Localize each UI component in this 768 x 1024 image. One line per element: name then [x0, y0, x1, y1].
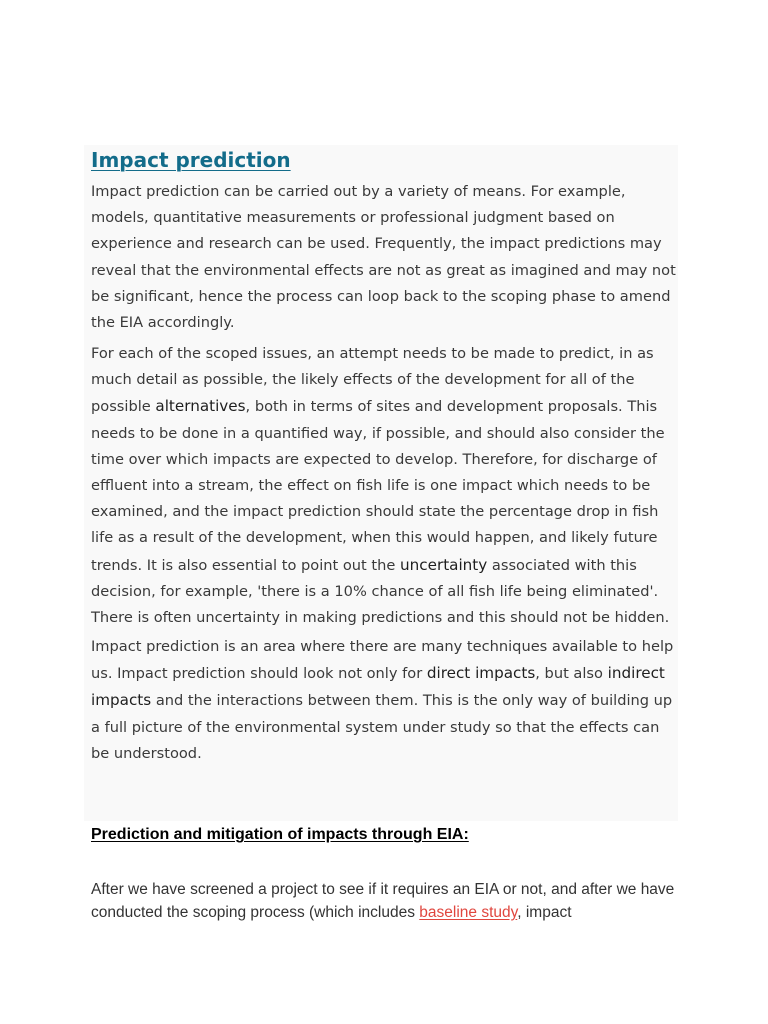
- paragraph-text: , but also: [535, 665, 608, 683]
- keyword-indirect-impacts: indirect impacts: [91, 664, 665, 710]
- keyword-direct-impacts: direct impacts: [426, 664, 536, 683]
- subsection-paragraph: [91, 878, 691, 924]
- paragraph-text: associated with this decision, for example, 'there is a 10% chance of all fish life being eliminated'. There is often uncertainty in making predictions and this should not be hidden.: [91, 556, 670, 627]
- paragraph-text: After we have screened a project to see if it requires an EIA or not, and after we have conducted the scoping process (which includes: [91, 881, 675, 921]
- paragraph-intro: Impact prediction can be carried out by a variety of means. For example, models, quantitative measurements or professional judgment based on experience and research can be used. Frequently, the impact predictions may reveal that the environmental effects are not as great as imagined and may not be significant, hence the process can loop back to the scoping phase to amend the EIA accordingly.: [91, 183, 676, 332]
- keyword-uncertainty: uncertainty: [400, 555, 488, 574]
- subsection-heading: Prediction and mitigation of impacts through EIA:: [91, 826, 469, 843]
- paragraph-text: For each of the scoped issues, an attempt needs to be made to predict, in as much detail as possible, the likely effects of the development for all of the possible: [91, 345, 654, 416]
- paragraph-text: Impact prediction is an area where there are many techniques available to help us. Impact prediction should look not only for: [91, 638, 674, 683]
- paragraph-text: and the interactions between them. This is the only way of building up a full picture of the environmental system under study so that the effects can be understood.: [91, 692, 673, 762]
- section-heading: Impact prediction: [91, 148, 291, 172]
- keyword-alternatives: alternatives: [155, 397, 246, 416]
- baseline-study-link[interactable]: baseline study: [419, 904, 518, 921]
- paragraph-text: , impact: [517, 904, 572, 921]
- paragraph-techniques: [91, 634, 681, 767]
- paragraph-text: , both in terms of sites and development proposals. This needs to be done in a quantified way, if possible, and should also consider the time over which impacts are expected to develop. Therefore, for discharge of effluent into a stream, the effect on fish life is one impact which needs to be examined, and the impact prediction should state the percentage drop in fish life as a result of the development, when this would happen, and likely future trends. It is also essential to point out the: [91, 398, 665, 574]
- paragraph-scoped-issues: [91, 341, 681, 631]
